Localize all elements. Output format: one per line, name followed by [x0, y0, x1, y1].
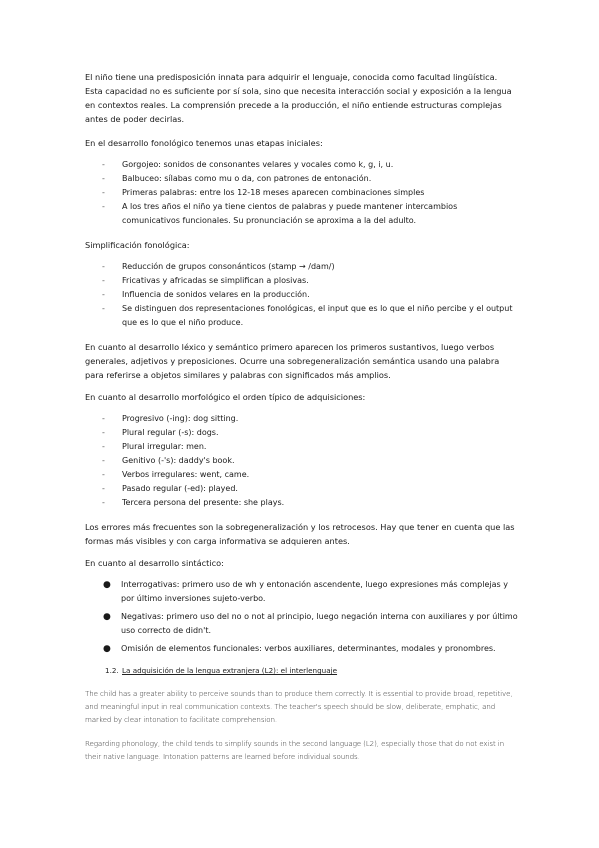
lexico-text: En cuanto al desarrollo léxico y semántico primero aparecen los primeros sustantivos, luego verbos generales, adjetivos y preposiciones. Ocurre una sobregeneralización semántica usando una palabra para referirse a objetos similares y palabras con significados más amplios.: [85, 342, 500, 380]
phono-heading: [85, 136, 515, 150]
list-item: ● Interrogativas: primero uso de wh y entonación ascendente, luego expresiones más complejas y por último inversiones sujeto-verbo.: [103, 580, 508, 603]
lexico-paragraph: [85, 340, 515, 382]
simpl-heading: [85, 238, 515, 252]
errores-text: Los errores más frecuentes son la sobregeneralización y los retrocesos. Hay que tener en cuenta que las formas más visibles y con carga informativa se adquieren antes.: [85, 522, 515, 546]
simpl-heading-text: Simplificación fonológica:: [85, 240, 190, 250]
morfo-heading-text: En cuanto al desarrollo morfológico el orden típico de adquisiciones:: [85, 392, 366, 402]
list-item: - Fricativas y africadas se simplifican a plosivas.: [102, 276, 309, 285]
sint-list: [85, 578, 520, 660]
list-item: - Primeras palabras: entre los 12-18 meses aparecen combinaciones simples: [102, 188, 425, 197]
list-item: - Tercera persona del presente: she plays.: [102, 498, 285, 507]
list-item: - Verbos irregulares: went, came.: [102, 470, 250, 479]
list-item: ● Negativas: primero uso del no o not al principio, luego negación interna con auxiliares y por último uso correcto de didn't.: [103, 612, 518, 635]
sint-heading: [85, 556, 515, 570]
list-item: - Gorgojeo: sonidos de consonantes velares y vocales como k, g, i, u.: [102, 160, 394, 169]
errores-paragraph: [85, 520, 515, 548]
list-item: - Plural regular (-s): dogs.: [102, 428, 219, 437]
intro-paragraph: [85, 70, 515, 126]
phono-list: [85, 158, 515, 228]
list-item: - Pasado regular (-ed): played.: [102, 484, 238, 493]
list-item: ● Omisión de elementos funcionales: verbos auxiliares, determinantes, modales y pronombres.: [103, 644, 496, 654]
list-item: - Reducción de grupos consonánticos (stamp → /dam/): [102, 262, 335, 271]
section-title: La adquisición de la lengua extranjera (L2): el interlenguaje: [122, 666, 338, 675]
list-item: - Balbuceo: sílabas como mu o da, con patrones de entonación.: [102, 174, 372, 183]
simpl-list: [85, 260, 515, 330]
morfo-heading: [85, 390, 515, 404]
section-heading: [105, 665, 337, 677]
intro-text: El niño tiene una predisposición innata para adquirir el lenguaje, conocida como facultad lingüística. Esta capacidad no es suficiente por sí sola, sino que necesita interacción social y exposición a la lengua en contextos reales. La comprensión precede a la producción, el niño entiende estructuras complejas antes de poder decirlas.: [85, 72, 512, 124]
english-paragraph-1: The child has a greater ability to perceive sounds than to produce them correctly. It is essential to provide broad, repetitive, and meaningful input in real communication contexts. The teacher's speech should be slow, deliberate, emphatic, and marked by clear intonation to facilitate comprehension.: [85, 689, 513, 724]
morfo-list: [85, 412, 515, 510]
phono-heading-text: En el desarrollo fonológico tenemos unas etapas iniciales:: [85, 138, 323, 148]
list-item: - Se distinguen dos representaciones fonológicas, el input que es lo que el niño percibe y el output que es lo que el niño produce.: [102, 304, 513, 327]
section-number: 1.2.: [105, 666, 119, 675]
list-item: - Progresivo (-ing): dog sitting.: [102, 414, 239, 423]
list-item: - Genitivo (-'s): daddy's book.: [102, 456, 235, 465]
list-item: - Plural irregular: men.: [102, 442, 207, 451]
list-item: - Influencia de sonidos velares en la producción.: [102, 290, 310, 299]
sint-heading-text: En cuanto al desarrollo sintáctico:: [85, 558, 224, 568]
english-paragraph-2: Regarding phonology, the child tends to simplify sounds in the second language (L2), especially those that do not exist in their native language. Intonation patterns are learned before individual sounds.: [85, 739, 505, 761]
list-item: - A los tres años el niño ya tiene cientos de palabras y puede mantener intercambios comunicativos funcionales. Su pronunciación se aproxima a la del adulto.: [102, 202, 458, 225]
